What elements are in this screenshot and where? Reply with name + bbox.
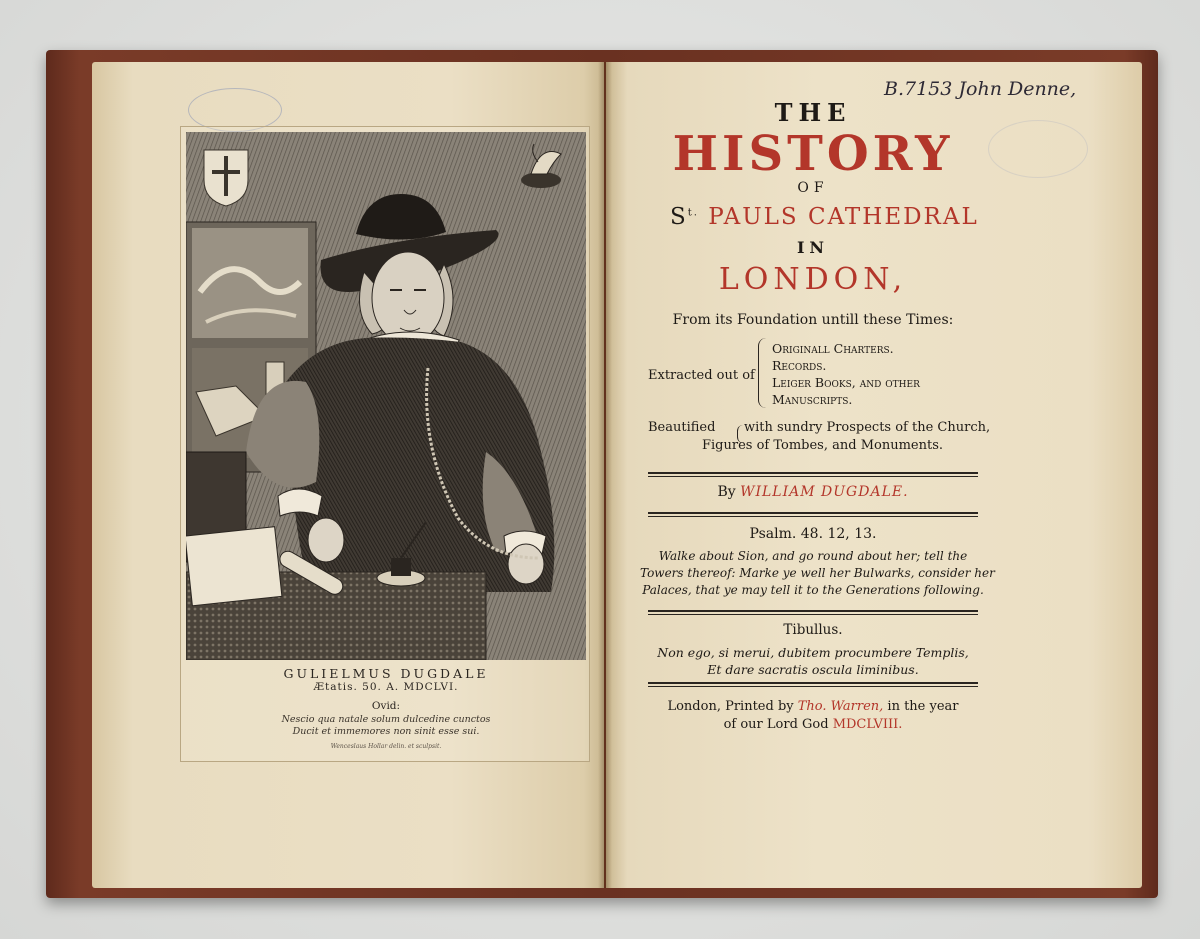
library-stamp-right	[988, 120, 1088, 178]
imprint-mid: in the year	[887, 699, 959, 714]
tibullus-reference: Tibullus.	[783, 622, 843, 638]
psalm-line: Palaces, that ye may tell it to the Generations following.	[642, 583, 984, 597]
sources-list	[772, 340, 920, 408]
rule	[648, 686, 978, 687]
brace-sources	[758, 338, 767, 408]
tibullus-quote	[648, 644, 978, 678]
rule	[648, 614, 978, 615]
title-st: S	[670, 204, 688, 230]
portrait-engraving	[186, 132, 586, 660]
source-item: Leiger Books, and other	[772, 375, 920, 390]
rule	[648, 682, 978, 684]
source-item: Originall Charters.	[772, 341, 894, 356]
imprint-prefix: London, Printed by	[667, 699, 794, 714]
title-of: OF	[797, 180, 829, 196]
source-item: Manuscripts.	[772, 392, 853, 407]
beautified-line2: Figures of Tombes, and Monuments.	[702, 438, 944, 453]
verse-line: Nescio qua natale solum dulcedine cunctos	[281, 714, 491, 725]
portrait-caption-verse	[186, 714, 586, 738]
author-name: WILLIAM DUGDALE.	[740, 484, 909, 500]
foundation-line: From its Foundation untill these Times:	[672, 312, 954, 328]
beautified-line1: with sundry Prospects of the Church,	[744, 420, 991, 435]
psalm-line: Towers thereof: Marke ye well her Bulwarks, consider her	[640, 566, 995, 580]
imprint-line2-prefix: of our Lord God	[723, 717, 829, 732]
title-history: HISTORY	[672, 126, 954, 182]
imprint-line2	[648, 716, 978, 734]
tibullus-line: Et dare sacratis oscula liminibus.	[707, 662, 919, 677]
title-st-sup: t.	[687, 207, 699, 219]
coat-of-arms-icon	[204, 150, 248, 206]
extracted-label: Extracted out of	[648, 368, 755, 383]
author-line	[648, 484, 978, 500]
imprint-line1	[648, 698, 978, 716]
title-london: LONDON,	[718, 262, 908, 297]
handwritten-note: B.7153 John Denne,	[884, 78, 1077, 100]
title-pauls-cathedral: PAULS CATHEDRAL	[708, 204, 979, 230]
by-label: By	[717, 484, 736, 500]
title-the: THE	[774, 98, 852, 127]
rule	[648, 512, 978, 514]
publication-year: MDCLVIII.	[832, 717, 903, 732]
title-st-pauls	[670, 204, 979, 230]
rule	[648, 610, 978, 612]
printer-name: Tho. Warren,	[797, 699, 884, 714]
rule	[648, 516, 978, 517]
rule	[648, 476, 978, 477]
tibullus-line: Non ego, si merui, dubitem procumbere Templis,	[657, 645, 969, 660]
book-gutter	[598, 62, 612, 888]
imprint	[648, 698, 978, 734]
source-item: Records.	[772, 358, 827, 373]
psalm-reference: Psalm. 48. 12, 13.	[749, 526, 877, 542]
psalm-quote	[640, 548, 995, 599]
portrait-caption-name: GULIELMUS DUGDALE	[283, 666, 489, 681]
engraver-credit: Wenceslaus Hollar delin. et sculpsit.	[330, 743, 442, 750]
beautified-label: Beautified	[648, 420, 716, 435]
portrait-caption-ovid: Ovid:	[371, 700, 401, 712]
psalm-line: Walke about Sion, and go round about her; tell the	[658, 549, 968, 563]
verse-line: Ducit et immemores non sinit esse sui.	[292, 726, 480, 737]
portrait-caption-age: Ætatis. 50. A. MDCLVI.	[313, 681, 459, 693]
rule	[648, 472, 978, 474]
title-in: IN	[796, 238, 830, 257]
